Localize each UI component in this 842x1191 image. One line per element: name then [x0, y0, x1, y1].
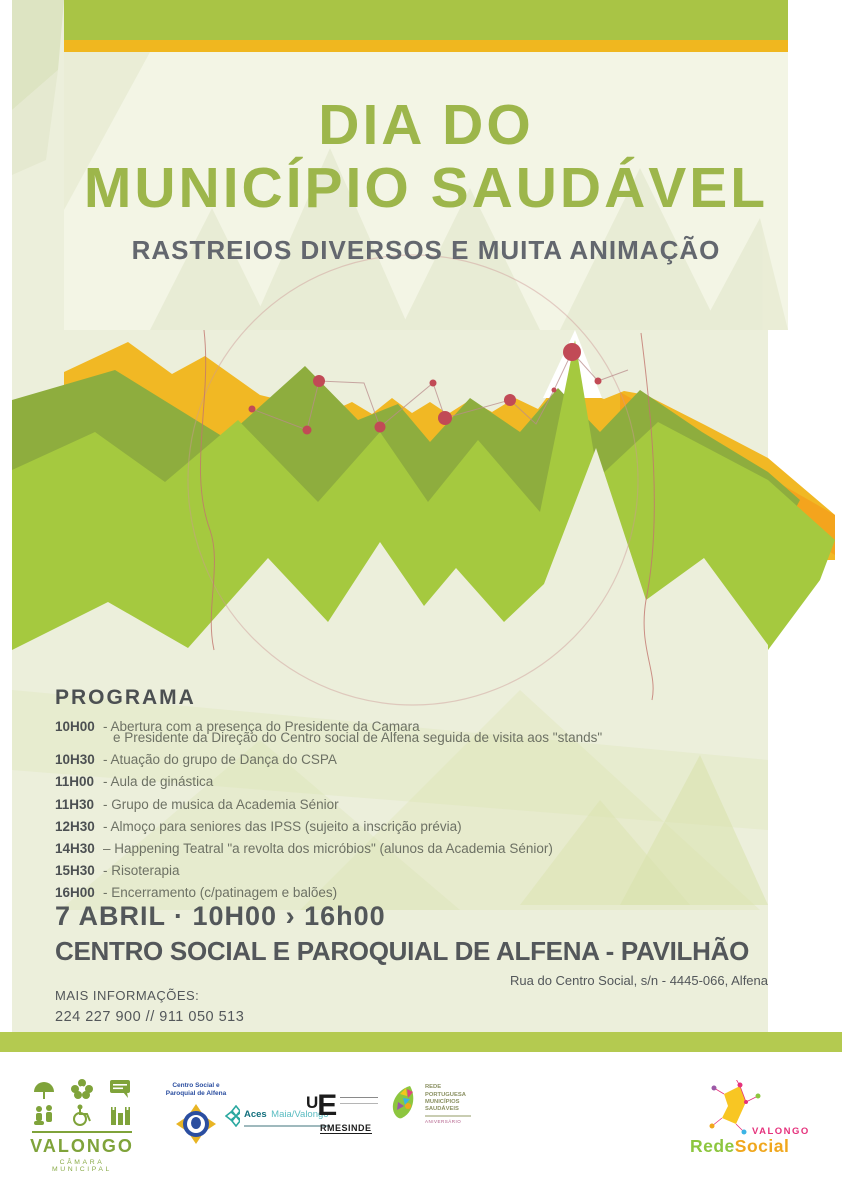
aces-flower-icon: [225, 1105, 240, 1127]
rpms-leaf-icon: [390, 1084, 420, 1124]
rede-social-word1: Rede: [690, 1136, 735, 1156]
program-text: - Abertura com a presença do Presidente da Camara: [103, 719, 420, 734]
program-item: [55, 798, 675, 812]
page-title-line2: MUNICÍPIO SAUDÁVEL: [83, 155, 769, 220]
alfena-emblem-icon: [174, 1102, 218, 1146]
program-section: [55, 686, 675, 900]
event-info: [55, 901, 768, 988]
program-text: - Aula de ginástica: [103, 774, 214, 790]
program-text: - Risoterapia: [103, 863, 180, 879]
program-time: 11H00: [55, 774, 95, 790]
rpms-anniversary: ANIVERSÁRIO: [425, 1118, 462, 1124]
ermesinde-letter-e: E: [317, 1089, 338, 1122]
rede-social-wordmark: [690, 1136, 789, 1157]
program-text: - Grupo de musica da Academia Sénior: [103, 796, 339, 812]
program-item: [55, 775, 675, 789]
program-item: [55, 886, 675, 900]
program-text: - Encerramento (c/patinagem e balões): [103, 885, 338, 901]
program-text: - Atuação do grupo de Dança do CSPA: [103, 752, 337, 768]
valongo-name: VALONGO: [30, 1136, 134, 1156]
rpms-text-block: [425, 1084, 471, 1123]
umbrella-icon: [32, 1078, 56, 1100]
flower-icon: [70, 1078, 94, 1100]
program-item: [55, 864, 675, 878]
valongo-subtitle: CÂMARA MUNICIPAL: [52, 1159, 112, 1173]
castle-icon: [108, 1104, 132, 1126]
people-cooking-icon: [32, 1104, 56, 1126]
program-heading: PROGRAMA: [55, 686, 196, 709]
rpms-line2: PORTUGUESA: [425, 1091, 466, 1098]
speech-bubble-icon: [108, 1078, 132, 1100]
contact-label: MAIS INFORMAÇÕES:: [55, 988, 200, 1003]
program-text-line2: e Presidente da Direção do Centro social de Alfena seguida de visita aos "stands": [113, 730, 603, 746]
rede-social-word2: Social: [734, 1136, 790, 1156]
event-address: Rua do Centro Social, s/n - 4445-066, Alfena: [510, 973, 768, 988]
rpms-micro-text: [425, 1115, 471, 1117]
top-green-bar: [64, 0, 788, 40]
healthy-municipalities-network-logo: [390, 1084, 500, 1124]
program-item: [55, 842, 675, 856]
ermesinde-name: RMESINDE: [320, 1123, 372, 1133]
program-text: – Happening Teatral "a revolta dos micróbios" (alunos da Academia Sénior): [103, 840, 553, 856]
program-time: 11H30: [55, 796, 95, 812]
rede-social-valongo: VALONGO: [752, 1126, 810, 1137]
page-subtitle: RASTREIOS DIVERSOS E MUITA ANIMAÇÃO: [131, 235, 721, 266]
top-yellow-bar: [64, 40, 788, 52]
alfena-name-line1: Centro Social e: [172, 1082, 220, 1089]
event-venue: CENTRO SOCIAL E PAROQUIAL DE ALFENA - PAVILHÃO: [55, 936, 750, 966]
event-date-time: 7 ABRIL · 10H00 › 16h00: [55, 901, 386, 931]
ermesinde-monogram: [306, 1089, 382, 1122]
ermesinde-letter-u: U: [306, 1093, 319, 1112]
program-list: [55, 720, 675, 900]
alfena-name-line2: Paroquial de Alfena: [165, 1090, 227, 1098]
aces-name: Aces: [244, 1109, 267, 1120]
program-time: 10H30: [55, 752, 95, 768]
program-item: [55, 820, 675, 834]
title-block: [64, 94, 788, 266]
contact-info: [55, 988, 244, 1025]
valongo-pictograms: [30, 1078, 134, 1126]
aces-region: Maia/Valongo: [271, 1109, 329, 1120]
program-item: [55, 720, 675, 745]
program-item: [55, 753, 675, 767]
rpms-line1: REDE: [425, 1084, 442, 1091]
program-time: 16H00: [55, 885, 95, 901]
ermesinde-micro-text: [340, 1097, 378, 1104]
page-title-line1: DIA DO: [318, 93, 534, 157]
program-text: - Almoço para seniores das IPSS (sujeito a inscrição prévia): [103, 818, 462, 834]
program-time: 10H00: [55, 719, 95, 734]
rpms-line4: SAUDÁVEIS: [425, 1105, 459, 1112]
footer-logos: [0, 1072, 842, 1187]
ermesinde-health-unit-logo: [306, 1089, 382, 1136]
program-time: 14H30: [55, 840, 95, 856]
valongo-divider: [32, 1131, 132, 1133]
wheelchair-icon: [70, 1104, 94, 1126]
bottom-green-bar: [0, 1032, 842, 1052]
rpms-line3: MUNICÍPIOS: [425, 1098, 460, 1105]
program-time: 15H30: [55, 863, 95, 879]
program-time: 12H30: [55, 818, 95, 834]
contact-phones: 224 227 900 // 911 050 513: [55, 1009, 245, 1025]
valongo-municipality-logo: [30, 1078, 134, 1173]
